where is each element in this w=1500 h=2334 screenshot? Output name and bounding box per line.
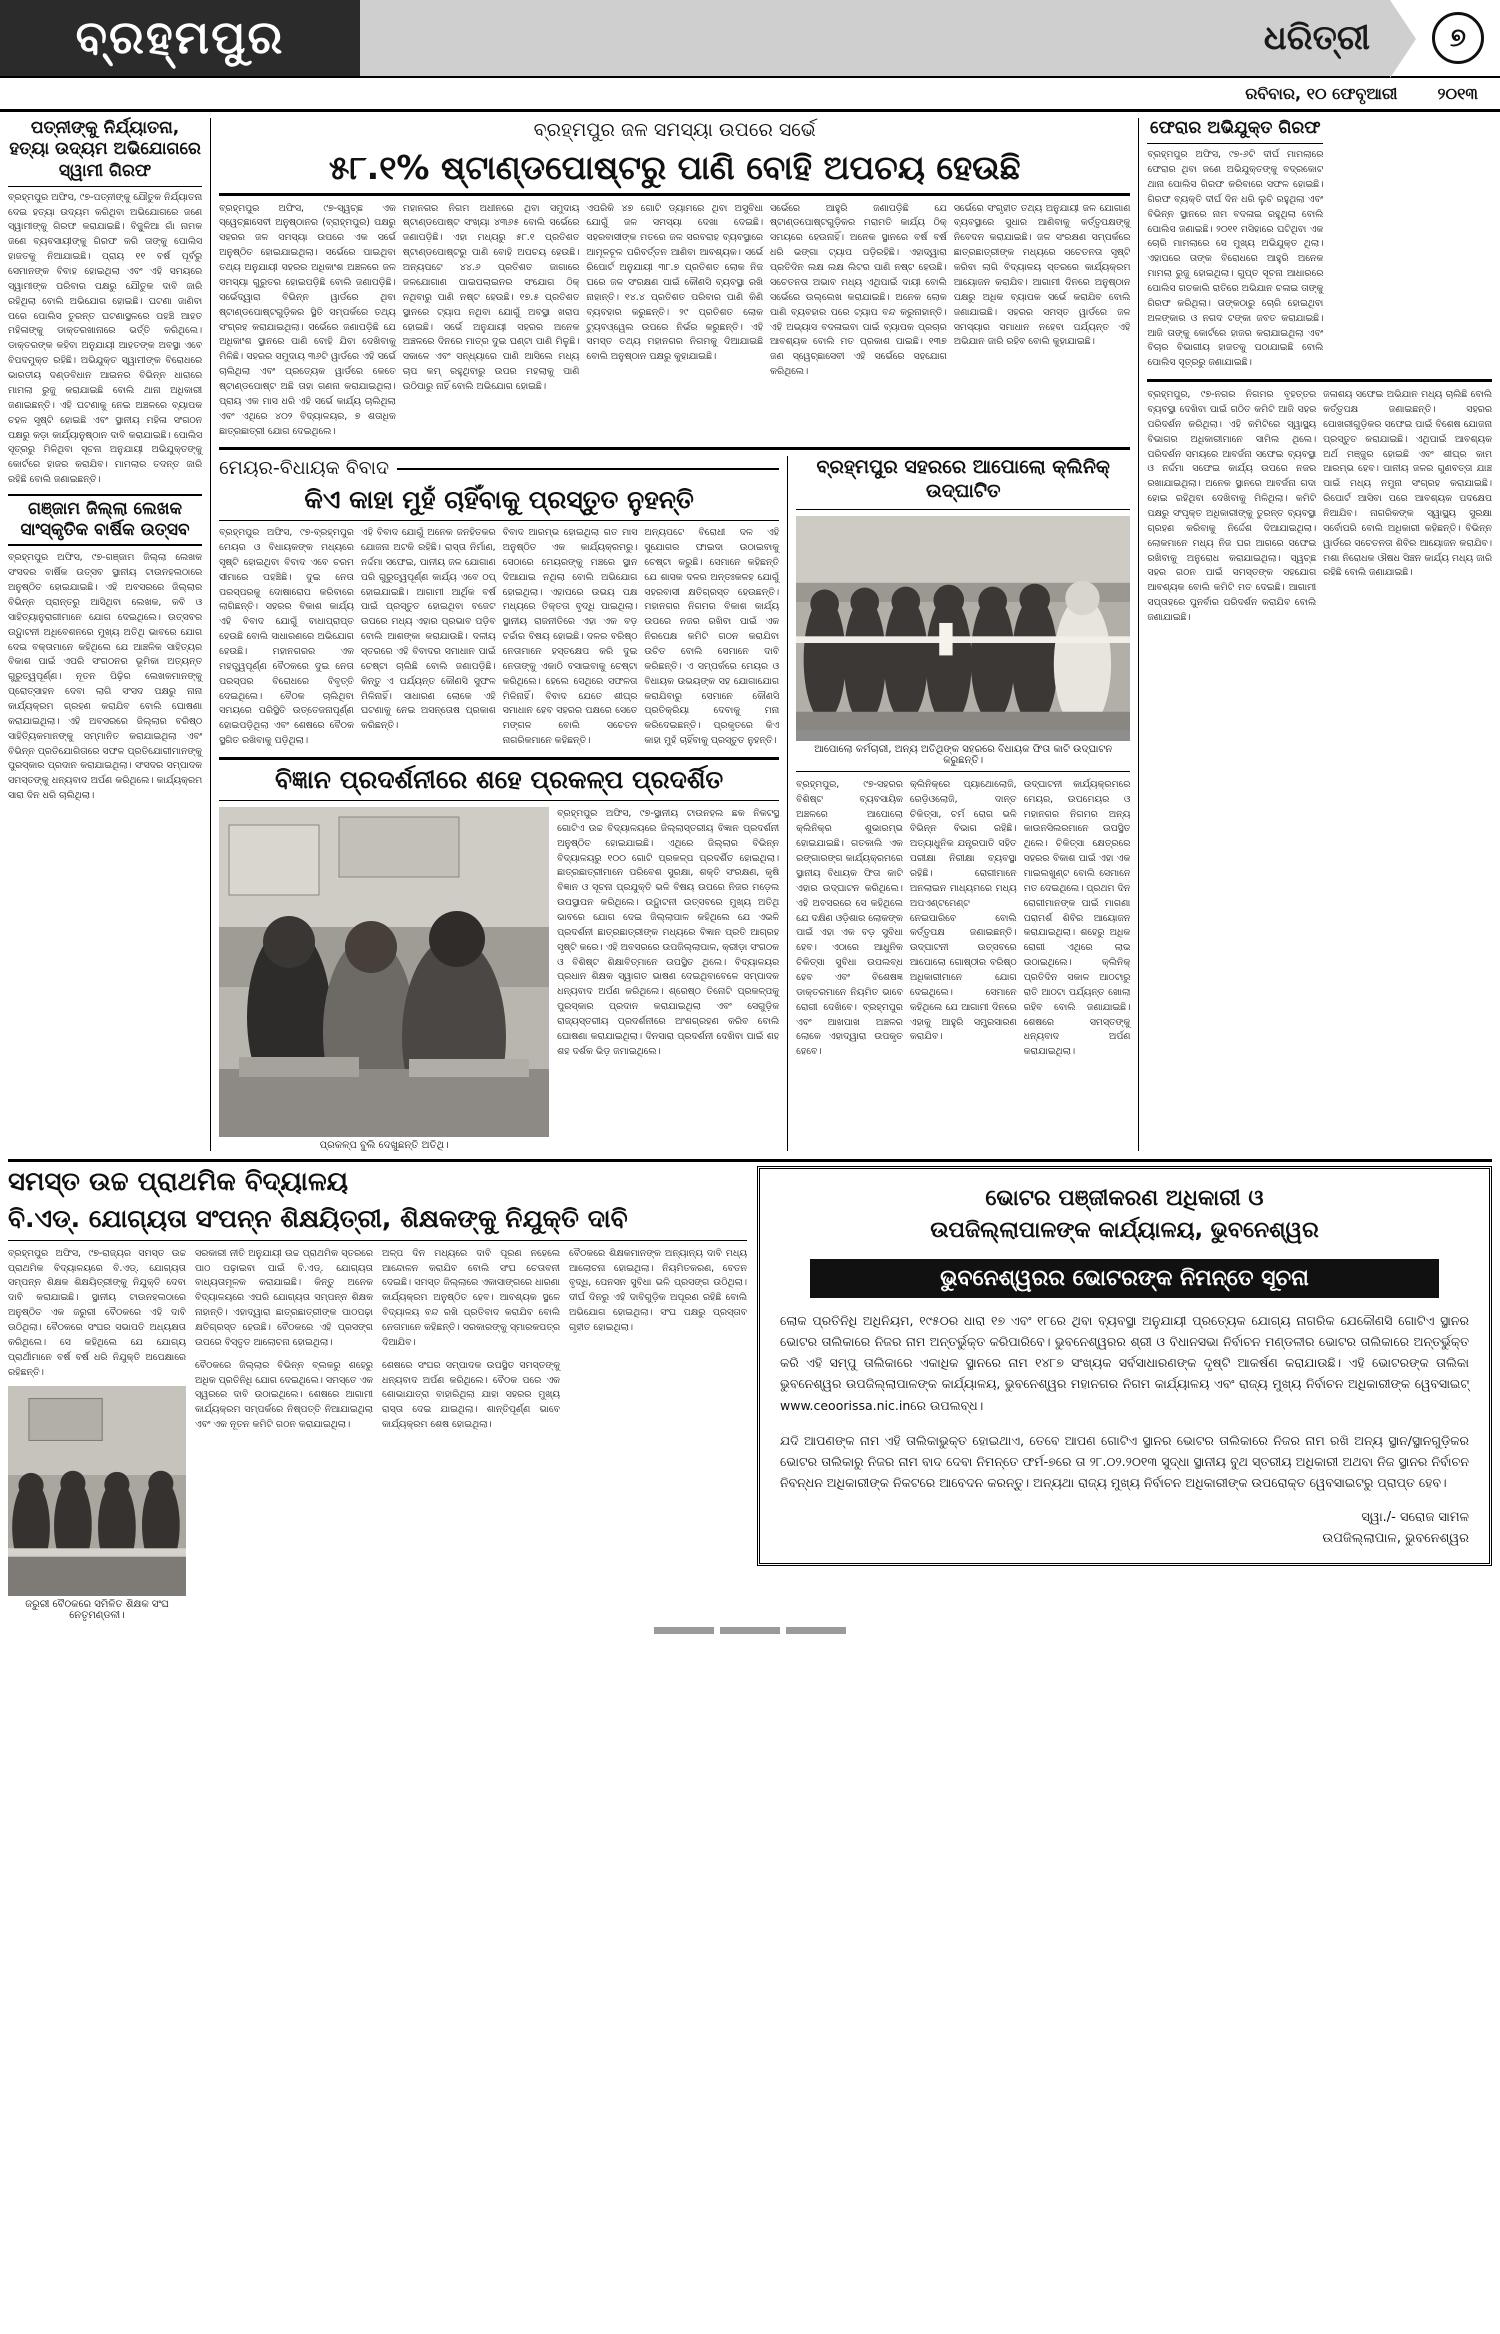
apollo-photo-caption: ଆପୋଲୋ କର୍ମଚାରୀ, ଅନ୍ୟ ଅତିଥିଙ୍କ ସହରରେ ବିଧାୟକ ଫିତା କାଟି ଉଦ୍‌ଘାଟନ କରୁଛନ୍ତି। (814, 743, 1113, 766)
bed-kicker: ସମସ୍ତ ଉଚ୍ଚ ପ୍ରାଥମିକ ବିଦ୍ୟାଳୟ (8, 1166, 349, 1197)
apollo-photo-graphic (796, 516, 1130, 731)
ad-banner: ଭୁବନେଶ୍ୱରର ଭୋଟରଙ୍କ ନିମନ୍ତେ ସୂଚନା (810, 1259, 1439, 1298)
story-bed-teachers (8, 1166, 747, 1622)
ad-office-line2: ଉପଜିଲ୍ଲାପାଳଙ୍କ କାର୍ଯ୍ୟାଳୟ, ଭୁବନେଶ୍ୱର (930, 1217, 1319, 1243)
apollo-col-3: ଉଦ୍‌ଘାଟନୀ କାର୍ଯ୍ୟକ୍ରମରେ ମେୟର, ଉପମେୟର ଓ ମହାନଗର ନିଗମର ଅନ୍ୟ କାଉନସିଲରମାନେ ଉପସ୍ଥିତ ଥିଲେ। ଚିକିତ୍ସା କ୍ଷେତ୍ରରେ ସହରର ବିକାଶ ପାଇଁ ଏହା ଏକ ମାଇଲଖୁଣ୍ଟ ବୋଲି ସେମାନେ ମତ ଦେଇଥିଲେ। ପ୍ରଥମ ଦିନ ରୋଗୀମାନଙ୍କ ପାଇଁ ମାଗଣା ପରାମର୍ଶ ଶିବିର ଆୟୋଜନ କରାଯାଇଥିଲା। ଶହେରୁ ଅଧିକ ରୋଗୀ ଏଥିରେ ଲାଭ ଉଠାଇଥିଲେ। କ୍ଲିନିକ୍ ପ୍ରତିଦିନ ସକାଳ ଆଠଟାରୁ ରାତି ଆଠଟା ପର୍ଯ୍ୟନ୍ତ ଖୋଲା ରହିବ ବୋଲି ଜଣାଯାଇଛି। ଶେଷରେ ସମସ୍ତଙ୍କୁ ଧନ୍ୟବାଦ ଅର୍ପଣ କରାଯାଇଥିଲା। (1023, 778, 1131, 1058)
apollo-col-1: ବ୍ରହ୍ମପୁର, ୯୭-ସହରର ବିଶିଷ୍ଟ ବ୍ୟବସାୟିକ ଅଞ୍ଚଳରେ ଆପୋଲୋ କ୍ଲିନିକ୍‌ର ଶୁଭାରମ୍ଭ ହୋଇଯାଇଛି। ଗତକାଲି ଏକ ରଙ୍ଗାରଙ୍ଗ କାର୍ଯ୍ୟକ୍ରମରେ ସ୍ଥାନୀୟ ବିଧାୟକ ଫିତା କାଟି ଏହାର ଉଦ୍‌ଘାଟନ କରିଥିଲେ। ଏହି ଅବସରରେ ସେ କହିଥିଲେ ଯେ ଦକ୍ଷିଣ ଓଡ଼ିଶାର ଲୋକଙ୍କ ପାଇଁ ଏହା ଏକ ବଡ଼ ସୁବିଧା ହେବ। ଏଠାରେ ଆଧୁନିକ ଚିକିତ୍ସା ସୁବିଧା ଉପଲବ୍ଧ ହେବ ଏବଂ ବିଶେଷଜ୍ଞ ଡାକ୍ତରମାନେ ନିୟମିତ ଭାବେ ରୋଗୀ ଦେଖିବେ। ବ୍ରହ୍ମପୁର ଏବଂ ଆଖପାଖ ଅଞ୍ଚଳର ଲୋକେ ଏହାଦ୍ୱାରା ଉପକୃତ ହେବେ। (796, 778, 903, 1058)
lead-col-1: ବ୍ରହ୍ମପୁର ଅଫିସ, ୯୭-ସ୍ୱଚ୍ଛ ଏକ ସ୍ୱେଚ୍ଛାସେବୀ ଅନୁଷ୍ଠାନର (ବ୍ରାହ୍ମପୁର) ପକ୍ଷରୁ ସହରର ଜଳ ସମସ୍ୟା ଉପରେ ଏକ ସର୍ଭେ ଅନୁଷ୍ଠିତ ହୋଇଯାଇଥିଲା। ସର୍ଭେରେ ପାଇଥିବା ତଥ୍ୟ ଅନୁଯାୟୀ ସହରର ଅଧିକାଂଶ ଅଞ୍ଚଳରେ ଜଳ ସମସ୍ୟା ଗୁରୁତର ହୋଇପଡ଼ିଛି ବୋଲି ଜଣାପଡ଼ିଛି। ସର୍ଭେଦ୍ୱାରା ବିଭିନ୍ନ ୱାର୍ଡରେ ଥିବା ଷ୍ଟାଣ୍ଡପୋଷ୍ଟଗୁଡ଼ିକର ସ୍ଥିତି ସମ୍ପର୍କରେ ତଥ୍ୟ ସଂଗ୍ରହ କରାଯାଇଥିଲା। ସର୍ଭେରେ ଜଣାପଡ଼ିଛି ଯେ ଅଧିକାଂଶ ସ୍ଥାନରେ ପାଣି ବୋହି ଯିବା ଦେଖିବାକୁ ମିଳିଛି। ସହରର ସମୁଦାୟ ୩୬ଟି ୱାର୍ଡରେ ଏହି ସର୍ଭେ ଚାଲିଥିଲା ଏବଂ ପ୍ରତ୍ୟେକ ୱାର୍ଡରେ କେତେ ଷ୍ଟାଣ୍ଡପୋଷ୍ଟ ଅଛି ତାହା ଗଣନା କରାଯାଇଥିଲା। ପ୍ରାୟ ଏକ ମାସ ଧରି ଏହି ସର୍ଭେ କାର୍ଯ୍ୟ ଚାଲିଥିଲା ଏବଂ ଏଥିରେ ୪୦୨ ବିଦ୍ୟାଳୟର, ୭ ଶତାଧିକ ଛାତ୍ରଛାତ୍ରୀ ଯୋଗ ଦେଇଥିଲେ। (219, 202, 396, 437)
bed-headline: ବି.ଏଡ୍. ଯୋଗ୍ୟତା ସଂପନ୍ନ ଶିକ୍ଷୟିତ୍ରୀ, ଶିକ୍ଷକଙ୍କୁ ନିଯୁକ୍ତି ଦାବି (8, 1203, 628, 1233)
lead-columns (219, 202, 1130, 440)
masthead-band (360, 0, 1390, 76)
lead-col-2: ମହାନଗର ନିଗମ ଅଧୀନରେ ଥିବା ସମୁଦାୟ ଷ୍ଟାଣ୍ଡପୋଷ୍ଟ ସଂଖ୍ୟା ୪୩୬୫ ବୋଲି ସର୍ଭେରେ ଜଣାପଡ଼ିଛି। ଏହା ମଧ୍ୟରୁ ୫୮.୧ ପ୍ରତିଶତ ଷ୍ଟାଣ୍ଡପୋଷ୍ଟରୁ ପାଣି ବୋହି ଅପଚୟ ହେଉଛି। ଅନ୍ୟପଟେ ୪୪.୬ ପ୍ରତିଶତ ଜାଗାରେ ଜଳଯୋଗାଣ ପାଇପଲାଇନର ସଂଯୋଗ ଠିକ୍ ନଥିବାରୁ ପାଣି ନଷ୍ଟ ହେଉଛି। ୧୭.୫ ପ୍ରତିଶତ ସ୍ଥାନରେ ଟ୍ୟାପ ନଥିବା ଯୋଗୁଁ ଅବସ୍ଥା ଖରାପ ହୋଇଛି। ସର୍ଭେ ଅନୁଯାୟୀ ସହରର ଅନେକ ଅଞ୍ଚଳରେ ଦିନରେ ମାତ୍ର ଦୁଇ ଘଣ୍ଟା ପାଣି ମିଳୁଛି। ସକାଳେ ଏବଂ ସନ୍ଧ୍ୟାରେ ପାଣି ଆସିଲେ ମଧ୍ୟ ଚାପ କମ୍ ରହୁଥିବାରୁ ଉପର ମହଲାକୁ ପାଣି ଉଠିପାରୁ ନାହିଁ ବୋଲି ଅଭିଯୋଗ ହୋଇଛି। (402, 202, 580, 392)
reg-mark-2 (720, 1627, 780, 1634)
ad-paragraph-1: ଲୋକ ପ୍ରତିନିଧି ଅଧିନିୟମ, ୧୯୫୦ର ଧାରା ୧୭ ଏବଂ ୧୮ରେ ଥିବା ବ୍ୟବସ୍ଥା ଅନୁଯାୟୀ ପ୍ରତ୍ୟେକ ଯୋଗ୍ୟ ନାଗରିକ ଯେକୌଣସି ଗୋଟିଏ ସ୍ଥାନର ଭୋଟର ତାଲିକାରେ ନିଜର ନାମ ଅନ୍ତର୍ଭୁକ୍ତ କରିପାରିବେ। ଭୁବନେଶ୍ୱରର ଶ୍ରୀ ଓ ବିଧାନସଭା ନିର୍ବାଚନ ମଣ୍ଡଳୀର ଭୋଟର ତାଲିକାରେ ଅନ୍ତର୍ଭୁକ୍ତ କରି ଏହି ସମ୍ପୁ ତାଲିକାରେ ଏକାଧିକ ସ୍ଥାନରେ ନାମ ୧୪୮୭ ସଂଖ୍ୟକ ସର୍ବସାଧାରଣଙ୍କ ଦୃଷ୍ଟି ଆକର୍ଷଣ କରାଯାଉଛି। ଏହି ଭୋଟରଙ୍କ ତାଲିକା ଭୁବନେଶ୍ୱର ଉପଜିଲ୍ଲାପାଳଙ୍କ କାର୍ଯ୍ୟାଳୟ, ଭୁବନେଶ୍ୱର ମହାନଗର ନିଗମ କାର୍ଯ୍ୟାଳୟ ଏବଂ ରାଜ୍ୟ ମୁଖ୍ୟ ନିର୍ବାଚନ ଅଧିକାରୀଙ୍କ ୱେବସାଇଟ୍ www.ceoorissa.nic.inରେ ଉପଲବ୍ଧ। (780, 1312, 1469, 1413)
story-apollo (796, 456, 1130, 1151)
apollo-headline: ବ୍ରହ୍ମପୁର ସହରରେ ଆପୋଲୋ କ୍ଲିନିକ୍ ଉଦ୍‌ଘାଟିତ (816, 456, 1110, 503)
column-right (1147, 118, 1492, 1151)
bed-col-2: ସରକାରୀ ନୀତି ଅନୁଯାୟୀ ଉଚ୍ଚ ପ୍ରାଥମିକ ସ୍ତରରେ ପାଠ ପଢ଼ାଇବା ପାଇଁ ବି.ଏଡ୍. ଯୋଗ୍ୟତା ବାଧ୍ୟତାମୂଳକ କରାଯାଇଛି। କିନ୍ତୁ ଅନେକ ବିଦ୍ୟାଳୟରେ ଏପରି ଯୋଗ୍ୟତା ସମ୍ପନ୍ନ ଶିକ୍ଷକ ନାହାନ୍ତି। ଏହାଦ୍ୱାରା ଛାତ୍ରଛାତ୍ରୀଙ୍କ ପାଠପଢ଼ା କ୍ଷତିଗ୍ରସ୍ତ ହେଉଛି। ବୈଠକରେ ଏହି ପ୍ରସଙ୍ଗ ଉପରେ ବିସ୍ତୃତ ଆଲୋଚନା ହୋଇଥିଲା। (195, 1247, 373, 1348)
mayor-col-4: ଅନ୍ୟପଟେ ବିରୋଧୀ ଦଳ ଏହି ସୁଯୋଗର ଫାଇଦା ଉଠାଇବାକୁ ଚେଷ୍ଟା କରୁଛି। ସେମାନେ କହିଛନ୍ତି ଯେ ଶାସକ ଦଳର ଅନ୍ତଃକଳହ ଯୋଗୁଁ ସହରବାସୀ କ୍ଷତିଗ୍ରସ୍ତ ହେଉଛନ୍ତି। ମହାନଗର ନିଗମର ବିକାଶ କାର୍ଯ୍ୟ ଉପରେ ନଜର ରଖିବା ପାଇଁ ଏକ ନିରପେକ୍ଷ କମିଟି ଗଠନ କରାଯିବା ଉଚିତ ବୋଲି ସେମାନେ ଦାବି କରିଛନ୍ତି। ଏ ସମ୍ପର୍କରେ ମେୟର ଓ ବିଧାୟକ ଉଭୟଙ୍କ ସହ ଯୋଗାଯୋଗ କରାଯିବାରୁ ସେମାନେ କୌଣସି ପ୍ରତିକ୍ରିୟା ଦେବାକୁ ମନା କରିଦେଇଛନ୍ତି। ପ୍ରକୃତରେ କିଏ କାହା ମୁହଁ ଚାହିଁବାକୁ ପ୍ରସ୍ତୁତ ନୁହନ୍ତି। (644, 527, 780, 747)
reg-mark-3 (786, 1627, 846, 1634)
lead-col-5: ସର୍ଭେରେ ସଂଗୃହୀତ ତଥ୍ୟ ଅନୁଯାୟୀ ଜଳ ଯୋଗାଣ ବ୍ୟବସ୍ଥାରେ ସୁଧାର ଆଣିବାକୁ କର୍ତ୍ତୃପକ୍ଷଙ୍କୁ ନିବେଦନ କରାଯାଇଛି। ଜଳ ସଂରକ୍ଷଣ ସମ୍ପର୍କରେ ଛାତ୍ରଛାତ୍ରୀଙ୍କ ମଧ୍ୟରେ ସଚେତନତା ସୃଷ୍ଟି କରିବା ଲାଗି ବିଦ୍ୟାଳୟ ସ୍ତରରେ କାର୍ଯ୍ୟକ୍ରମ ଆୟୋଜନ କରାଯିବ। ଆଗାମୀ ଦିନରେ ଅନୁଷ୍ଠାନ ପକ୍ଷରୁ ଅଧିକ ବ୍ୟାପକ ସର୍ଭେ କରାଯିବ ବୋଲି ଜଣାଯାଇଛି। ସହରର ସମସ୍ତ ୱାର୍ଡରେ ଜଳ ସମସ୍ୟାର ସମାଧାନ ନହେବା ପର୍ଯ୍ୟନ୍ତ ଏହି ଅଭିଯାନ ଜାରି ରହିବ ବୋଲି କୁହାଯାଇଛି। (953, 202, 1131, 348)
ad-signature-name: ସ୍ୱା./- ସରୋଜ ସାମଳ (1361, 1509, 1469, 1525)
cleanliness-col-1: ବ୍ରହ୍ମପୁର, ୯୭-ନଗର ନିଗମର ବୃହତ୍ତର ବ୍ୟବସ୍ଥା ଦେଖିବା ପାଇଁ ଗଠିତ କମିଟି ଆଜି ସହର ପରିଦର୍ଶନ କରିଥିଲା। ଏହି କମିଟିରେ ସ୍ୱାସ୍ଥ୍ୟ ବିଭାଗର ଅଧିକାରୀମାନେ ସାମିଲ ଥିଲେ। ପରିଦର୍ଶନ ସମୟରେ ଆବର୍ଜନା ସଫେଇ ବ୍ୟବସ୍ଥା ଓ ନର୍ଦ୍ଦମା ସଫେଇ କାର୍ଯ୍ୟ ଉପରେ ନଜର ରଖାଯାଇଥିଲା। ଅନେକ ସ୍ଥାନରେ ଆବର୍ଜନା ଗଦା ହୋଇ ରହିଥିବା ଦେଖିବାକୁ ମିଳିଥିଲା। କମିଟି ପକ୍ଷରୁ ସଂପୃକ୍ତ ଅଧିକାରୀଙ୍କୁ ତୁରନ୍ତ ବ୍ୟବସ୍ଥା ଗ୍ରହଣ କରିବାକୁ ନିର୍ଦ୍ଦେଶ ଦିଆଯାଇଥିଲା। ଲୋକମାନେ ମଧ୍ୟ ନିଜ ଘର ଆଗରେ ସଫେଇ ରଖିବାକୁ ଅନୁରୋଧ କରାଯାଇଥିଲା। ସ୍ୱଚ୍ଛ ସହର ଗଠନ ପାଇଁ ସମସ୍ତଙ୍କ ସହଯୋଗ ଆବଶ୍ୟକ ବୋଲି କମିଟି ମତ ଦେଇଛି। ଆଗାମୀ ସପ୍ତାହରେ ପୁନର୍ବାର ପରିଦର୍ଶନ କରାଯିବ ବୋଲି ଜଣାଯାଇଛି। (1147, 389, 1317, 624)
science-body: ବ୍ରହ୍ମପୁର ଅଫିସ, ୯୭-ସ୍ଥାନୀୟ ଟାଉନହଲ ଛକ ନିକଟସ୍ଥ ଗୋଟିଏ ଉଚ୍ଚ ବିଦ୍ୟାଳୟରେ ଜିଲ୍ଲାସ୍ତରୀୟ ବିଜ୍ଞାନ ପ୍ରଦର୍ଶନୀ ଅନୁଷ୍ଠିତ ହୋଇଯାଇଛି। ଏଥିରେ ଜିଲ୍ଲାର ବିଭିନ୍ନ ବିଦ୍ୟାଳୟରୁ ୧୦୦ ଗୋଟି ପ୍ରକଳ୍ପ ପ୍ରଦର୍ଶିତ ହୋଇଥିଲା। ଛାତ୍ରଛାତ୍ରୀମାନେ ପରିବେଶ ସୁରକ୍ଷା, ଶକ୍ତି ସଂରକ୍ଷଣ, କୃଷି ବିଜ୍ଞାନ ଓ ସୂଚନା ପ୍ରଯୁକ୍ତି ଭଳି ବିଷୟ ଉପରେ ନିଜର ମଡ଼େଲ ଉପସ୍ଥାପନ କରିଥିଲେ। ଉଦ୍ଘାଟନୀ ଉତ୍ସବରେ ମୁଖ୍ୟ ଅତିଥି ଭାବରେ ଯୋଗ ଦେଇ ଜିଲ୍ଲାପାଳ କହିଥିଲେ ଯେ ଏଭଳି ପ୍ରଦର୍ଶନୀ ଛାତ୍ରଛାତ୍ରୀଙ୍କ ମଧ୍ୟରେ ବିଜ୍ଞାନ ପ୍ରତି ଆଗ୍ରହ ସୃଷ୍ଟି କରେ। ଏହି ଅବସରରେ ଉପଜିଲ୍ଲାପାଳ, କ୍ରୀଡ଼ା ସଂଗଠକ ଓ ବିଶିଷ୍ଟ ଶିକ୍ଷାବିତ୍‌ମାନେ ଉପସ୍ଥିତ ଥିଲେ। ବିଦ୍ୟାଳୟର ପ୍ରଧାନ ଶିକ୍ଷକ ସ୍ୱାଗତ ଭାଷଣ ଦେଇଥିବାବେଳେ ସମ୍ପାଦକ ଧନ୍ୟବାଦ ଅର୍ପଣ କରିଥିଲେ। ଶ୍ରେଷ୍ଠ ତିନୋଟି ପ୍ରକଳ୍ପକୁ ପୁରସ୍କାର ପ୍ରଦାନ କରାଯାଇଥିଲା ଏବଂ ସେଗୁଡ଼ିକ ରାଜ୍ୟସ୍ତରୀୟ ପ୍ରଦର୍ଶନୀରେ ଅଂଶଗ୍ରହଣ କରିବ ବୋଲି ଘୋଷଣା କରାଯାଇଥିଲା। ଦିନସାରା ପ୍ରଦର୍ଶନୀ ଦେଖିବା ପାଇଁ ଶହ ଶହ ଦର୍ଶକ ଭିଡ଼ ଜମାଇଥିଲେ। (557, 807, 780, 1057)
voter-ad-box (757, 1166, 1492, 1566)
teachers-meeting-photo (8, 1386, 186, 1596)
ad-office-line1: ଭୋଟର ପଞ୍ଜୀକରଣ ଅଧିକାରୀ ଓ (985, 1185, 1264, 1211)
column-left (8, 118, 202, 1151)
cleanliness-columns (1147, 388, 1492, 626)
teachers-photo-caption: ଜରୁରୀ ବୈଠକରେ ସମିଳିତ ଶିକ୍ଷକ ସଂଘ ନେତୃମଣ୍ଡଳୀ। (25, 1599, 169, 1622)
advertisement (757, 1166, 1492, 1622)
bed-col-4: ବୈଠକରେ ଶିକ୍ଷକମାନଙ୍କ ଅନ୍ୟାନ୍ୟ ଦାବି ମଧ୍ୟ ଆଲୋଚନା ହୋଇଥିଲା। ନିୟମିତକରଣ, ବେତନ ବୃଦ୍ଧି, ପେନସନ ସୁବିଧା ଭଳି ପ୍ରସଙ୍ଗ ଉଠିଥିଲା। ଦୀର୍ଘ ଦିନରୁ ଏହି ଦାବିଗୁଡ଼ିକ ଅପୂରଣ ରହିଛି ବୋଲି ଅଭିଯୋଗ ହୋଇଥିଲା। ସଂଘ ପକ୍ଷରୁ ପ୍ରସ୍ତାବ ଗୃହୀତ ହୋଇଥିଲା। (569, 1247, 747, 1334)
masthead (0, 0, 1500, 78)
mayor-kicker: ମେୟର-ବିଧାୟକ ବିବାଦ (219, 457, 390, 480)
lead-kicker: ବ୍ରହ୍ମପୁର ଜଳ ସମସ୍ୟା ଉପରେ ସର୍ଭେ (533, 119, 816, 141)
bed-col-3: ଅଳ୍ପ ଦିନ ମଧ୍ୟରେ ଦାବି ପୂରଣ ନହେଲେ ଆନ୍ଦୋଳନ କରାଯିବ ବୋଲି ସଂଘ ଚେତାବନୀ ଦେଇଛି। ସମସ୍ତ ଜିଲ୍ଲାରେ ଏକାସାଙ୍ଗରେ ଧାରଣା କାର୍ଯ୍ୟକ୍ରମ ଅନୁଷ୍ଠିତ ହେବ। ଆବଶ୍ୟକ ସ୍ଥଳେ ବିଦ୍ୟାଳୟ ବନ୍ଦ ରଖି ପ୍ରତିବାଦ କରାଯିବ ବୋଲି ନେତାମାନେ କହିଛନ୍ତି। ସରକାରଙ୍କୁ ସ୍ମାରକପତ୍ର ଦିଆଯିବ। (382, 1247, 560, 1348)
story-crime-headline: ପତ୍ନୀଙ୍କୁ ନିର୍ଯ୍ୟାତନା, ହତ୍ୟା ଉଦ୍ୟମ ଅଭିଯୋଗରେ ସ୍ୱାମୀ ଗିରଫ (9, 118, 201, 181)
story-mayor (219, 456, 779, 1151)
page-number: ୭ (1432, 12, 1484, 64)
newspaper-logo: ବ୍ରହ୍ମପୁର (0, 0, 360, 76)
lead-col-3: ଏପରିକି ୪୭ ଗୋଟି ଡ୍ୟାମରେ ଥିବା ଅସୁବିଧା ଯୋଗୁଁ ଜଳ ସମସ୍ୟା ଦେଖା ଦେଇଛି। ସହରବାସୀଙ୍କ ମତରେ ଜଳ ସରବରାହ ବ୍ୟବସ୍ଥାରେ ଆମୂଳଚୂଳ ପରିବର୍ତ୍ତନ ଆଣିବା ଆବଶ୍ୟକ। ସର୍ଭେ ରିପୋର୍ଟ ଅନୁଯାୟୀ ୩୮.୭ ପ୍ରତିଶତ ଲୋକ ନିଜ ଘରେ ଜଳ ସଂରକ୍ଷଣ ପାଇଁ କୌଣସି ବ୍ୟବସ୍ଥା ରଖି ନାହାନ୍ତି। ୧୪.୪ ପ୍ରତିଶତ ପରିବାର ପାଣି କିଣି ବ୍ୟବହାର କରୁଛନ୍ତି। ୨୯ ପ୍ରତିଶତ ଲୋକ ଟ୍ୟୁବଓ୍ୱେଲ ଉପରେ ନିର୍ଭର କରୁଛନ୍ତି। ଏହି ସମସ୍ତ ତଥ୍ୟ ମହାନଗର ନିଗମକୁ ଦିଆଯାଇଛି ବୋଲି ଅନୁଷ୍ଠାନ ପକ୍ଷରୁ କୁହାଯାଇଛି। (586, 202, 764, 363)
ad-paragraph-2: ଯଦି ଆପଣଙ୍କ ନାମ ଏହି ତାଲିକାଭୁକ୍ତ ହୋଇଥାଏ, ତେବେ ଆପଣ ଗୋଟିଏ ସ୍ଥାନର ଭୋଟର ତାଲିକାରେ ନିଜର ନାମ ରଖି ଅନ୍ୟ ସ୍ଥାନ/ସ୍ଥାନଗୁଡ଼ିକର ଭୋଟର ତାଲିକାରୁ ନିଜର ନାମ ବାଦ ଦେବା ନିମନ୍ତେ ଫର୍ମ-୭ରେ ତା ୨୮.୦୨.୨୦୧୩ ସୁଦ୍ଧା ସ୍ଥାନୀୟ ବୁଥ ସ୍ତରୀୟ ଅଧିକାରୀ ଅଥବା ନିଜ ସ୍ଥାନର ନିର୍ବାଚନ ନିବନ୍ଧନ ଅଧିକାରୀଙ୍କ ନିକଟରେ ଆବେଦନ କରନ୍ତୁ। ଅନ୍ୟଥା ରାଜ୍ୟ ମୁଖ୍ୟ ନିର୍ବାଚନ ଅଧିକାରୀଙ୍କ ଉପରୋକ୍ତ ୱେବସାଇଟରୁ ପ୍ରାପ୍ତ ହେବ। (780, 1432, 1469, 1491)
section-title: ଧରିତ୍ରୀ (1263, 18, 1370, 58)
dateline-year: ୨୦୧୩ (1437, 83, 1478, 103)
lead-headline: ୫୮.୧% ଷ୍ଟାଣ୍ଡପୋଷ୍ଟରୁ ପାଣି ବୋହି ଅପଚୟ ହେଉଛି (328, 147, 1021, 187)
mayor-col-3: ବିବାଦ ଆରମ୍ଭ ହୋଇଥିଲା ଗତ ମାସ ଅନୁଷ୍ଠିତ ଏକ କାର୍ଯ୍ୟକ୍ରମରୁ। ସେଠାରେ ମେୟରଙ୍କୁ ମଞ୍ଚରେ ସ୍ଥାନ ଦିଆଯାଇ ନଥିଲା ବୋଲି ଅଭିଯୋଗ ହୋଇଥିଲା। ଏହାପରେ ଉଭୟ ପକ୍ଷ ମଧ୍ୟରେ ତିକ୍ତତା ବୃଦ୍ଧି ପାଇଥିଲା। ସ୍ଥାନୀୟ ରାଜନୀତିରେ ଏହା ଏକ ବଡ଼ ଚର୍ଚ୍ଚାର ବିଷୟ ହୋଇଛି। ଦଳର ବରିଷ୍ଠ ନେତାମାନେ ହସ୍ତକ୍ଷେପ କରି ଦୁଇ ନେତାଙ୍କୁ ଏକାଠି ବସାଇବାକୁ ଚେଷ୍ଟା କରିଥିଲେ। ହେଲେ ସେଥିରେ ସଫଳତା ମିଳିନାହିଁ। ବିବାଦ ଯେତେ ଶୀଘ୍ର ସମାଧାନ ହେବ ସହରର ପକ୍ଷରେ ସେତେ ମଙ୍ଗଳ ବୋଲି ସଚେତନ ନାଗରିକମାନେ କହିଛନ୍ତି। (502, 527, 638, 747)
mayor-col-2: ଏହି ବିବାଦ ଯୋଗୁଁ ଅନେକ ଜନହିତକର ଯୋଜନା ଅଟକି ରହିଛି। ରାସ୍ତା ନିର୍ମାଣ, ନର୍ଦ୍ଦମା ସଫେଇ, ପାନୀୟ ଜଳ ଯୋଗାଣ ପରି ଗୁରୁତ୍ୱପୂର୍ଣ୍ଣ କାର୍ଯ୍ୟ ଏବେ ଠପ୍ ହୋଇଯାଇଛି। ଆଗାମୀ ଆର୍ଥିକ ବର୍ଷ ପାଇଁ ପ୍ରସ୍ତୁତ ହୋଇଥିବା ବଜେଟ ଉପରେ ମଧ୍ୟ ଏହାର ପ୍ରଭାବ ପଡ଼ିବ ବୋଲି ଆଶଙ୍କା କରାଯାଉଛି। ଦଳୀୟ ସ୍ତରରେ ଏହି ବିବାଦର ସମାଧାନ ପାଇଁ ଚେଷ୍ଟା ଚାଲିଛି ବୋଲି ଜଣାପଡ଼ିଛି। କିନ୍ତୁ ଏ ପର୍ଯ୍ୟନ୍ତ କୌଣସି ସୁଫଳ ମିଳିନାହିଁ। ସାଧାରଣ ଲୋକେ ଏହି ଘଟଣାକୁ ନେଇ ଅସନ୍ତୋଷ ପ୍ରକାଶ କରିଛନ୍ତି। (360, 527, 496, 732)
science-exhibition-photo (219, 807, 549, 1137)
bed-col-1: ବ୍ରହ୍ମପୁର ଅଫିସ, ୯୭-ରାଜ୍ୟର ସମସ୍ତ ଉଚ୍ଚ ପ୍ରାଥମିକ ବିଦ୍ୟାଳୟରେ ବି.ଏଡ୍. ଯୋଗ୍ୟତା ସମ୍ପନ୍ନ ଶିକ୍ଷକ ଶିକ୍ଷୟିତ୍ରୀଙ୍କୁ ନିଯୁକ୍ତି ଦେବା ଦାବି କରାଯାଇଛି। ସ୍ଥାନୀୟ ଟାଉନହଲଠାରେ ଅନୁଷ୍ଠିତ ଏକ ଜରୁରୀ ବୈଠକରେ ଏହି ଦାବି ଉଠିଥିଲା। ବୈଠକରେ ସଂଘର ସଭାପତି ଅଧ୍ୟକ୍ଷତା କରିଥିଲେ। ସେ କହିଥିଲେ ଯେ ଯୋଗ୍ୟ ପ୍ରାର୍ଥୀମାନେ ବର୍ଷ ବର୍ଷ ଧରି ନିଯୁକ୍ତି ଅପେକ୍ଷାରେ ରହିଛନ୍ତି। (8, 1247, 186, 1378)
bed-col-6: ଶେଷରେ ସଂଘର ସମ୍ପାଦକ ଉପସ୍ଥିତ ସମସ୍ତଙ୍କୁ ଧନ୍ୟବାଦ ଅର୍ପଣ କରିଥିଲେ। ବୈଠକ ପରେ ଏକ ଶୋଭାଯାତ୍ରା ବାହାରିଥିଲା ଯାହା ସହରର ମୁଖ୍ୟ ରାସ୍ତା ଦେଇ ଯାଇଥିଲା। ଶାନ୍ତିପୂର୍ଣ୍ଣ ଭାବେ କାର୍ଯ୍ୟକ୍ରମ ଶେଷ ହୋଇଥିଲା। (382, 1359, 560, 1431)
science-photo-caption: ପ୍ରକଳ୍ପ ବୁଲି ଦେଖୁଛନ୍ତି ଅତିଥି। (319, 1139, 449, 1151)
dateline (0, 78, 1500, 112)
apollo-inauguration-photo (796, 516, 1130, 741)
story-crime-body: ବ୍ରହ୍ମପୁର ଅଫିସ, ୯୭-ପତ୍ନୀଙ୍କୁ ଯୌତୁକ ନିର୍ଯ୍ୟାତନା ଦେଇ ହତ୍ୟା ଉଦ୍ୟମ କରିଥିବା ଅଭିଯୋଗରେ ଜଣେ ସ୍ୱାମୀଙ୍କୁ ଗିରଫ କରାଯାଇଛି। ବିଜୁୁଳିଆ ଗାଁ ନାମକ ଜଣେ ବ୍ୟବସାୟୀଙ୍କୁ ଗିରଫ କରି ତାଙ୍କୁ ପୋଲିସ ହାଜତକୁ ନିଆଯାଇଛି। ପ୍ରାୟ ୧୧ ବର୍ଷ ପୂର୍ବରୁ ସେମାନଙ୍କ ବିବାହ ହୋଇଥିଲା ଏବଂ ଏହି ସମୟରେ ସ୍ୱାମୀଙ୍କ ପରିବାର ପକ୍ଷରୁ ଯୌତୁକ ଦାବି ଜାରି ରହିଥିଲା ବୋଲି ଅଭିଯୋଗ ହୋଇଛି। ଘଟଣା ଜାଣିବା ପରେ ପୋଲିସ ତୁରନ୍ତ ଘଟଣାସ୍ଥଳରେ ପହଞ୍ଚି ଆହତ ମହିଳାଙ୍କୁ ଡାକ୍ତରଖାନାରେ ଭର୍ତ୍ତି କରିଥିଲେ। ଡାକ୍ତରଙ୍କ କହିବା ଅନୁଯାୟୀ ଆହତଙ୍କ ଅବସ୍ଥା ଏବେ ବିପଦମୁକ୍ତ ରହିଛି। ଅଭିଯୁକ୍ତ ସ୍ୱାମୀଙ୍କ ବିରୋଧରେ ଭାରତୀୟ ଦଣ୍ଡବିଧାନ ଆଇନର ବିଭିନ୍ନ ଧାରାରେ ମାମଲା ରୁଜୁ କରାଯାଇଛି ବୋଲି ଥାନା ଅଧିକାରୀ ଜଣାଇଛନ୍ତି। ଏହି ଘଟଣାକୁ ନେଇ ଅଞ୍ଚଳରେ ବ୍ୟାପକ ଚହଳ ସୃଷ୍ଟି ହୋଇଛି ଏବଂ ସ୍ଥାନୀୟ ମହିଳା ସଂଗଠନ ପକ୍ଷରୁ କଡ଼ା କାର୍ଯ୍ୟାନୁଷ୍ଠାନ ଦାବି କରାଯାଇଛି। ପୋଲିସ ସୂତ୍ରରୁ ମିଳିଥିବା ସୂଚନା ଅନୁଯାୟୀ ଅଭିଯୁକ୍ତଙ୍କୁ କୋର୍ଟରେ ହାଜର କରାଯିବ। ମାମଲାର ତଦନ୍ତ ଜାରି ରହିଛି ବୋଲି ଜଣାଇଛନ୍ତି। (8, 191, 203, 486)
mayor-headline: କିଏ କାହା ମୁହଁ ଚାହିଁବାକୁ ପ୍ରସ୍ତୁତ ନୁହନ୍ତି (304, 485, 694, 515)
story-writers-body: ବ୍ରହ୍ମପୁର ଅଫିସ, ୯୭-ଗଞ୍ଜାମ ଜିଲ୍ଲା ଲେଖକ ସଂସଦର ବାର୍ଷିକ ଉତ୍ସବ ସ୍ଥାନୀୟ ଟାଉନହଲଠାରେ ଅନୁଷ୍ଠିତ ହୋଇଯାଇଛି। ଏହି ଅବସରରେ ଜିଲ୍ଲାର ବିଭିନ୍ନ ପ୍ରାନ୍ତରୁ ଆସିଥିବା ଲେଖକ, କବି ଓ ସାହିତ୍ୟାନୁରାଗୀମାନେ ଯୋଗ ଦେଇଥିଲେ। ଉତ୍ସବର ଉଦ୍ଘାଟନୀ ଅଧିବେଶନରେ ମୁଖ୍ୟ ଅତିଥି ଭାବରେ ଯୋଗ ଦେଇ ବକ୍ତାମାନେ କହିଥିଲେ ଯେ ଆଞ୍ଚଳିକ ସାହିତ୍ୟର ବିକାଶ ପାଇଁ ଏପରି ସଂଗଠନର ଭୂମିକା ଅତ୍ୟନ୍ତ ଗୁରୁତ୍ୱପୂର୍ଣ୍ଣ। ନୂତନ ପିଢ଼ିର ଲେଖକମାନଙ୍କୁ ପ୍ରୋତ୍ସାହନ ଦେବା ଲାଗି ସଂସଦ ପକ୍ଷରୁ ନାନା କାର୍ଯ୍ୟକ୍ରମ ଗ୍ରହଣ କରାଯିବ ବୋଲି ଘୋଷଣା କରାଯାଇଥିଲା। ଏହି ଅବସରରେ ଜିଲ୍ଲାର ବରିଷ୍ଠ ସାହିତ୍ୟିକମାନଙ୍କୁ ସମ୍ମାନିତ କରାଯାଇଥିଲା ଏବଂ ବିଭିନ୍ନ ପ୍ରତିଯୋଗିତାରେ ସଫଳ ପ୍ରତିଯୋଗୀମାନଙ୍କୁ ପୁରସ୍କାର ପ୍ରଦାନ କରାଯାଇଥିଲା। ସଂସଦର ସମ୍ପାଦକ ସମସ୍ତଙ୍କୁ ଧନ୍ୟବାଦ ଅର୍ପଣ କରିଥିଲେ। କାର୍ଯ୍ୟକ୍ରମ ସାରା ଦିନ ଧରି ଚାଲିଥିଲା। (8, 552, 203, 802)
masthead-arrow (1390, 0, 1416, 78)
lead-col-4: ସର୍ଭେରେ ଆହୁରି ଜଣାପଡ଼ିଛି ଯେ ଷ୍ଟାଣ୍ଡପୋଷ୍ଟଗୁଡ଼ିକର ମରାମତି କାର୍ଯ୍ୟ ଠିକ୍ ସମୟରେ ହେଉନାହିଁ। ଅନେକ ସ୍ଥାନରେ ବର୍ଷ ବର୍ଷ ଧରି ଭଙ୍ଗା ଟ୍ୟାପ ପଡ଼ିରହିଛି। ଏହାଦ୍ୱାରା ପ୍ରତିଦିନ ଲକ୍ଷ ଲକ୍ଷ ଲିଟର ପାଣି ନଷ୍ଟ ହେଉଛି। ସଚେତନତା ଅଭାବ ମଧ୍ୟ ଏଥିପାଇଁ ଦାୟୀ ବୋଲି ସର୍ଭେରେ ଉଲ୍ଲେଖ କରାଯାଇଛି। ଅନେକ ଲୋକ ପାଣି ବ୍ୟବହାର ପରେ ଟ୍ୟାପ ବନ୍ଦ କରୁନାହାନ୍ତି। ଏହି ଅଭ୍ୟାସ ବଦଳାଇବା ପାଇଁ ବ୍ୟାପକ ପ୍ରଚାର ଆବଶ୍ୟକ ବୋଲି ମତ ପ୍ରକାଶ ପାଇଛି। ୧୩୭ ଜଣ ସ୍ୱେଚ୍ଛାସେବୀ ଏହି ସର୍ଭେରେ ସହଯୋଗ କରିଥିଲେ। (770, 202, 947, 378)
cleanliness-col-2: ଜଳାଶୟ ସଫେଇ ଅଭିଯାନ ମଧ୍ୟ ଚାଲିଛି ବୋଲି କର୍ତ୍ତୃପକ୍ଷ ଜଣାଇଛନ୍ତି। ସହରର ପୋଖରୀଗୁଡ଼ିକର ସଫେଇ ପାଇଁ ବିଶେଷ ଯୋଜନା ପ୍ରସ୍ତୁତ କରାଯାଇଛି। ଏଥିପାଇଁ ଆବଶ୍ୟକ ଅର୍ଥ ମଞ୍ଜୁର ହୋଇଛି ଏବଂ ଶୀଘ୍ର କାମ ଆରମ୍ଭ ହେବ। ପାନୀୟ ଜଳର ଗୁଣବତ୍ତା ଯାଞ୍ଚ ପାଇଁ ମଧ୍ୟ ନମୁନା ସଂଗ୍ରହ କରାଯାଇଛି। ରିପୋର୍ଟ ଆସିବା ପରେ ଆବଶ୍ୟକ ପଦକ୍ଷେପ ନିଆଯିବ। ନାଗରିକଙ୍କ ସ୍ୱାସ୍ଥ୍ୟ ସୁରକ୍ଷା ସର୍ବୋପରି ବୋଲି ଅଧିକାରୀ କହିଛନ୍ତି। ବିଭିନ୍ନ ୱାର୍ଡରେ ସଚେତନତା ଶିବିର ଆୟୋଜନ କରାଯିବ। ମଶା ନିରୋଧକ ଔଷଧ ସିଞ୍ଚନ କାର୍ଯ୍ୟ ମଧ୍ୟ ଜାରି ରହିଛି ବୋଲି ଜଣାଯାଇଛି। (1323, 389, 1493, 579)
dateline-date: ରବିବାର, ୧୦ ଫେବୃଆରୀ (1245, 83, 1398, 103)
bottom-section (0, 1162, 1500, 1622)
bed-col-5: ବୈଠକରେ ଜିଲ୍ଲାର ବିଭିନ୍ନ ବ୍ଲକରୁ ଶହେରୁ ଅଧିକ ପ୍ରତିନିଧି ଯୋଗ ଦେଇଥିଲେ। ସମସ୍ତେ ଏକ ସ୍ୱରରେ ଦାବି ଉଠାଇଥିଲେ। ଶେଷରେ ଆଗାମୀ କାର୍ଯ୍ୟକ୍ରମ ସମ୍ପର୍କରେ ନିଷ୍ପତ୍ତି ନିଆଯାଇଥିଲା ଏବଂ ଏକ ନୂତନ କମିଟି ଗଠନ କରାଯାଇଥିଲା। (195, 1359, 373, 1431)
teachers-photo-graphic (8, 1386, 186, 1596)
apollo-col-2: କ୍ଲିନିକ୍‌ରେ ପ୍ୟାଥୋଲୋଜି, ରେଡ଼ିଓଲୋଜି, ଦାନ୍ତ ଚିକିତ୍ସା, ଚର୍ମ ରୋଗ ଭଳି ବିଭିନ୍ନ ବିଭାଗ ରହିଛି। ଅତ୍ୟାଧୁନିକ ଯନ୍ତ୍ରପାତି ସହିତ ପରୀକ୍ଷା ନିରୀକ୍ଷା ବ୍ୟବସ୍ଥା ରହିଛି। ରୋଗୀମାନେ ଅନଲାଇନ ମାଧ୍ୟମରେ ମଧ୍ୟ ଅପଏଣ୍ଟମେଣ୍ଟ ନେଇପାରିବେ ବୋଲି କର୍ତ୍ତୃପକ୍ଷ ଜଣାଇଛନ୍ତି। ଉଦ୍‌ଘାଟନୀ ଉତ୍ସବରେ ଆପୋଲୋ ଗୋଷ୍ଠୀର ବରିଷ୍ଠ ଅଧିକାରୀମାନେ ଯୋଗ ଦେଇଥିଲେ। ସେମାନେ କହିଥିଲେ ଯେ ଆଗାମୀ ଦିନରେ ଏହାକୁ ଆହୁରି ସମ୍ପ୍ରସାରଣ କରାଯିବ। (909, 778, 1017, 1043)
science-photo-graphic (219, 807, 549, 1137)
story-writers-headline: ଗଞ୍ଜାମ ଜିଲ୍ଲା ଲେଖକ ସାଂସ୍କୃତିକ ବାର୍ଷିକ ଉତ୍ସବ (20, 498, 190, 541)
reg-mark-1 (654, 1627, 714, 1634)
footer-registration-marks (0, 1621, 1500, 1635)
main-content (0, 112, 1500, 1151)
mayor-col-1: ବ୍ରହ୍ମପୁର ଅଫିସ, ୯୭-ବ୍ରହ୍ମପୁର ମେୟର ଓ ବିଧାୟକଙ୍କ ମଧ୍ୟରେ ସୃଷ୍ଟି ହୋଇଥିବା ବିବାଦ ଏବେ ଚରମ ସୀମାରେ ପହଞ୍ଚିଛି। ଦୁଇ ନେତା ପରସ୍ପରକୁ ଦୋଷାରୋପ କରିବାରେ ଲାଗିଛନ୍ତି। ସହରର ବିକାଶ କାର୍ଯ୍ୟ ଏହି ବିବାଦ ଯୋଗୁଁ ବାଧାପ୍ରାପ୍ତ ହେଉଛି ବୋଲି ସାଧାରଣରେ ଅଭିଯୋଗ ହେଉଛି। ମହାନଗରର ଏକ ମହତ୍ତ୍ୱପୂର୍ଣ୍ଣ ବୈଠକରେ ଦୁଇ ନେତା ପରସ୍ପର ବିରୋଧରେ ବିବୃତ୍ତି ଦେଇଥିଲେ। ବୈଠକ ଚାଲିଥିବା ସମୟରେ ପରିସ୍ଥିତି ଉତ୍ତେଜନାପୂର୍ଣ୍ଣ ହୋଇପଡ଼ିଥିଲା ଏବଂ ଶେଷରେ ବୈଠକ ସ୍ଥଗିତ ରଖିବାକୁ ପଡ଼ିଥିଲା। (219, 527, 354, 747)
column-center (219, 118, 1130, 1151)
science-headline: ବିଜ୍ଞାନ ପ୍ରଦର୍ଶନୀରେ ଶହେ ପ୍ରକଳ୍ପ ପ୍ରଦର୍ଶିତ (274, 764, 724, 794)
story-writers-header (8, 494, 202, 547)
page-number-container (1416, 0, 1500, 76)
fugitive-headline: ଫେରାର ଅଭିଯୁକ୍ତ ଗିରଫ (1150, 118, 1321, 138)
fugitive-body: ବ୍ରହ୍ମପୁର ଅଫିସ, ୯୭-୬ଟି ଦୀର୍ଘ ମାମଲାରେ ଫେରାର ଥିବା ଜଣେ ଅଭିଯୁକ୍ତଙ୍କୁ ବଦ୍ରକୋଟ ଥାନା ପୋଲିସ ଗିରଫ କରିବାରେ ସଫଳ ହୋଇଛି। ଗିରଫ ବ୍ୟକ୍ତି ଦୀର୍ଘ ଦିନ ଧରି ଲୁଚି ରହୁଥିଲା ଏବଂ ବିଭିନ୍ନ ସ୍ଥାନରେ ନାମ ବଦଳାଇ ରହୁଥିଲା ବୋଲି ପୋଲିସ ଜଣାଇଛି। ୨୦୧୧ ମସିହାରେ ଘଟିଥିବା ଏକ ଚୋରି ମାମଲାରେ ସେ ମୁଖ୍ୟ ଅଭିଯୁକ୍ତ ଥିଲା। ଏହାପରେ ତାଙ୍କ ବିରୋଧରେ ଆହୁରି ଅନେକ ମାମଲା ରୁଜୁ ହୋଇଥିଲା। ଗୁପ୍ତ ସୂଚନା ଆଧାରରେ ପୋଲିସ ଗତକାଲି ରାତିରେ ଅଭିଯାନ ଚଳାଇ ତାଙ୍କୁ ଗିରଫ କରିଥିଲା। ତାଙ୍କଠାରୁ ଚୋରି ହୋଇଥିବା ଅଳଙ୍କାର ଓ ନଗଦ ଟଙ୍କା ଜବତ କରାଯାଇଛି। ଆଜି ତାଙ୍କୁ କୋର୍ଟରେ ହାଜର କରାଯାଇଥିଲା ଏବଂ ବିଚାର ବିଭାଗୀୟ ହାଜତକୁ ପଠାଯାଇଛି ବୋଲି ପୋଲିସ ସୂତ୍ରରୁ ଜଣାଯାଇଛି। (1147, 149, 1324, 369)
ad-signature-title: ଉପଜିଲ୍ଲାପାଳ, ଭୁବନେଶ୍ୱର (1322, 1530, 1469, 1546)
